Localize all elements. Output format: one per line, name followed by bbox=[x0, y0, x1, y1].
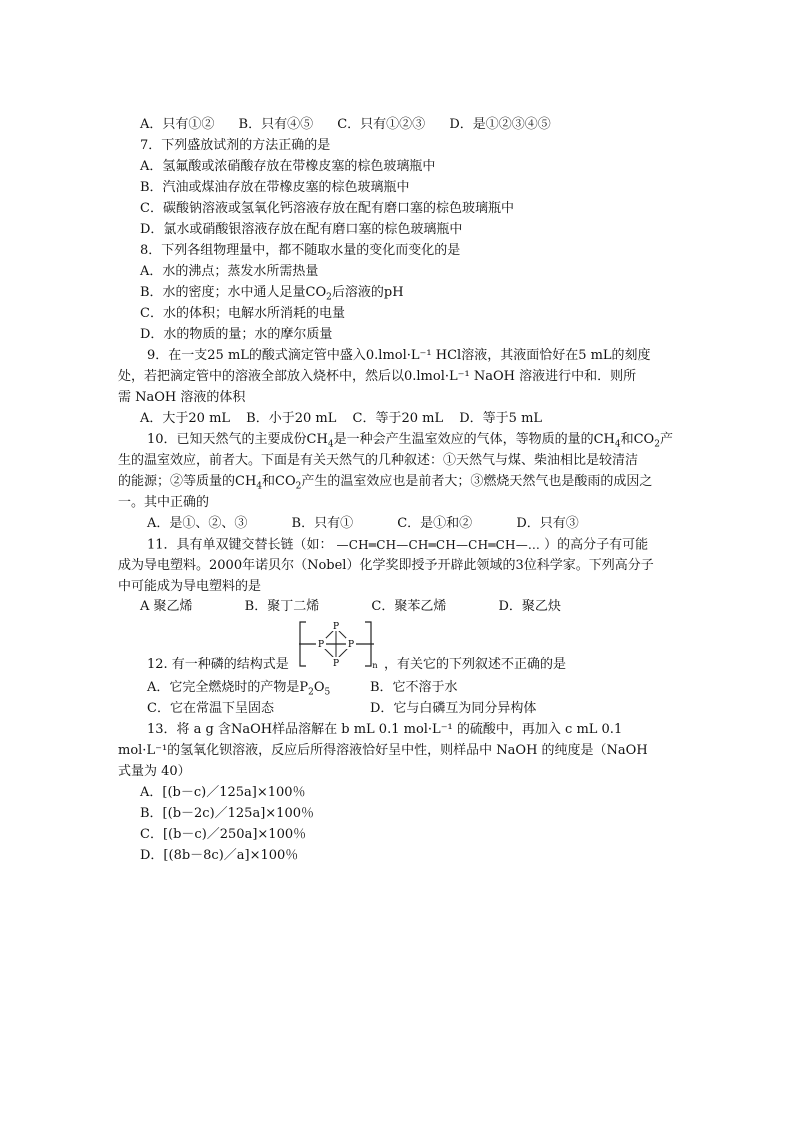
q10-option-d: D．只有③ bbox=[516, 516, 579, 531]
q10-stem-line3: 的能源；②等质量的$CH_4$和$CO_2$产生的温室效应也是前者大；③燃烧天然气也是酸雨的成因之 bbox=[118, 474, 653, 492]
atom-label-top: P bbox=[332, 622, 340, 632]
q8-option-a: A．水的沸点；蒸发水所需热量 bbox=[140, 264, 319, 279]
atom-label-right: P bbox=[347, 640, 355, 650]
q11-options bbox=[140, 598, 561, 616]
q9-stem-line3: 需 NaOH 溶液的体积 bbox=[118, 390, 246, 405]
atom-label-left: P bbox=[317, 640, 325, 650]
q9-stem-line2: 处，若把滴定管中的溶液全部放入烧杯中，然后以0.lmol·L⁻¹ NaOH 溶液进行中和．则所 bbox=[118, 369, 637, 384]
q9-option-c: C．等于20 mL bbox=[352, 411, 444, 426]
atom-label-bottom: P bbox=[332, 659, 340, 669]
q11-option-d: D．聚乙炔 bbox=[498, 599, 561, 614]
q10-stem-line1: 10．已知天然气的主要成份$CH_4$是一种会产生温室效应的气体，等物质的量的$CH_4$和$CO_2$产 bbox=[147, 432, 673, 450]
q13-option-c: C．[(b－c)／250a]×100％ bbox=[140, 827, 307, 842]
q13-stem-line3: 式量为 40） bbox=[118, 764, 191, 779]
q12-stem-b: ，有关它的下列叙述不正确的是 bbox=[384, 657, 567, 672]
q6-option-b: B．只有④⑤ bbox=[238, 117, 314, 132]
q11-stem-line2: 成为导电塑料。2000年诺贝尔（Nobel）化学奖即授予开辟此领域的3位科学家。下列高分子 bbox=[118, 558, 654, 573]
q10-option-a: A．是①、②、③ bbox=[147, 516, 248, 531]
q6-options bbox=[140, 116, 551, 134]
q11-stem-line3: 中可能成为导电塑料的是 bbox=[118, 579, 262, 594]
q13-option-d: D．[(8b－8c)／a]×100％ bbox=[140, 848, 299, 863]
q9-options bbox=[140, 410, 542, 428]
polyacetylene-chain: —CH═CH—CH═CH—CH═CH—… bbox=[336, 538, 541, 552]
q9-option-b: B．小于20 mL bbox=[246, 411, 337, 426]
q6-option-a: A．只有①② bbox=[140, 117, 215, 132]
q11-option-c: C．聚苯乙烯 bbox=[371, 599, 447, 614]
repeat-unit-n: n bbox=[372, 661, 378, 670]
q11-option-b: B．聚丁二烯 bbox=[244, 599, 320, 614]
q12-option-b: B．它不溶于水 bbox=[370, 680, 458, 695]
q12-option-a: A．它完全燃烧时的产物是$P_2O_5$ bbox=[147, 680, 331, 698]
q9-stem-line1: 9．在一支25 mL的酸式滴定管中盛入0.lmol·L⁻¹ HCl溶液，其液面恰好在5 mL的刻度 bbox=[147, 348, 651, 363]
q11-stem-line1: 11．具有单双键交替长链（如： —CH═CH—CH═CH—CH═CH—… ）的高分子有可能 bbox=[147, 537, 649, 553]
q13-option-b: B．[(b－2c)／125a]×100％ bbox=[140, 806, 314, 821]
q13-option-a: A．[(b－c)／125a]×100％ bbox=[140, 785, 306, 800]
q13-stem-line1: 13．将 a g 含NaOH样品溶解在 b mL 0.1 mol·L⁻¹ 的硫酸中，再加入 c mL 0.1 bbox=[147, 722, 623, 737]
q10-option-b: B．只有① bbox=[291, 516, 354, 531]
q11-option-a: A 聚乙烯 bbox=[140, 599, 193, 614]
q6-option-d: D．是①②③④⑤ bbox=[449, 117, 551, 132]
q12-option-c: C．它在常温下呈固态 bbox=[147, 701, 274, 716]
q13-stem-line2: mol·L⁻¹的氢氧化钡溶液，反应后所得溶液恰好呈中性，则样品中 NaOH 的纯度是（NaOH bbox=[118, 743, 648, 758]
q7-option-b: B．汽油或煤油存放在带橡皮塞的棕色玻璃瓶中 bbox=[140, 180, 410, 195]
q7-option-c: C．碳酸钠溶液或氢氧化钙溶液存放在配有磨口塞的棕色玻璃瓶中 bbox=[140, 201, 514, 216]
q10-stem-line4: 一。其中正确的 bbox=[118, 495, 210, 510]
q7-option-d: D．氯水或硝酸银溶液存放在配有磨口塞的棕色玻璃瓶中 bbox=[140, 222, 463, 237]
q8-stem: 8．下列各组物理量中，都不随取水量的变化而变化的是 bbox=[140, 243, 461, 258]
q12-stem-a: 12. 有一种磷的结构式是 bbox=[147, 657, 289, 672]
q9-option-d: D．等于5 mL bbox=[459, 411, 543, 426]
q7-stem: 7．下列盛放试剂的方法正确的是 bbox=[140, 138, 331, 153]
q8-option-b: B．水的密度；水中通人足量$CO_2$后溶液的pH bbox=[140, 285, 404, 303]
q6-option-c: C．只有①②③ bbox=[337, 117, 426, 132]
q10-option-c: C．是①和② bbox=[397, 516, 473, 531]
q10-stem-line2: 生的温室效应，前者大。下面是有关天然气的几种叙述：①天然气与煤、柴油相比是较清洁 bbox=[118, 453, 639, 468]
q7-option-a: A．氢氟酸或浓硝酸存放在带橡皮塞的棕色玻璃瓶中 bbox=[140, 159, 436, 174]
q8-option-c: C．水的体积；电解水所消耗的电量 bbox=[140, 306, 345, 321]
q9-option-a: A．大于20 mL bbox=[140, 411, 231, 426]
q12-option-d: D．它与白磷互为同分异构体 bbox=[370, 701, 537, 716]
q10-options bbox=[147, 515, 579, 533]
phosphorus-structure-diagram bbox=[296, 618, 378, 670]
q8-option-d: D．水的物质的量；水的摩尔质量 bbox=[140, 327, 333, 342]
